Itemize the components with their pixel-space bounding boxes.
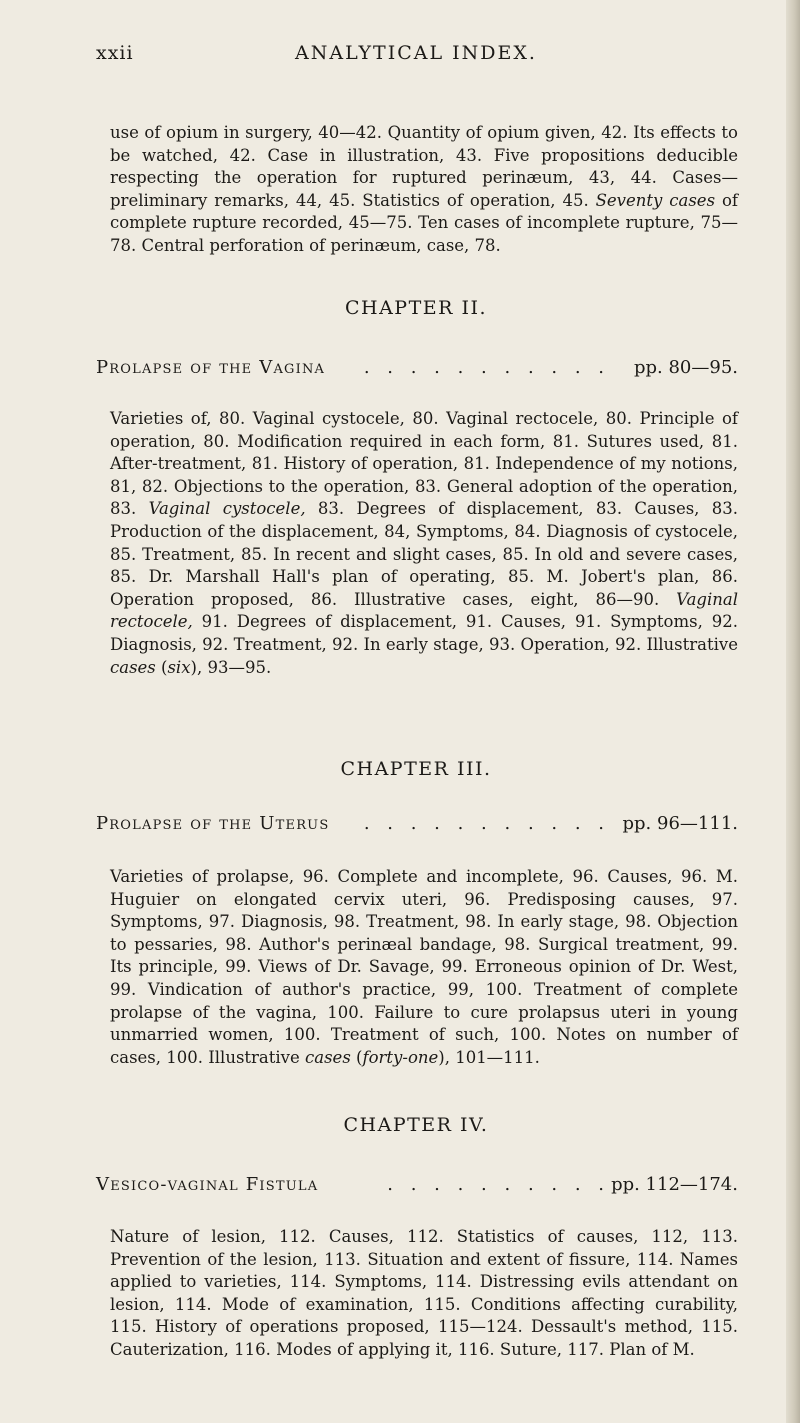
chapter-4-section-row: [96, 1174, 738, 1200]
italic-run: Vaginal cystocele,: [148, 499, 306, 519]
chapter-2-page-range: pp. 80—95.: [633, 357, 738, 378]
chapter-2-section-title: Prolapse of the Vagina: [96, 357, 326, 378]
chapter-4-page-range: pp. 112—174.: [611, 1174, 738, 1195]
chapter-3-summary: [110, 866, 738, 1069]
text-run: of complete rupture recorded, 45—75. Ten cases of incomplete rupture, 75—78. Central perforation of perinæum, case, 78.: [110, 190, 738, 255]
text-run: use of opium in surgery, 40—42. Quantity of opium given, 42. Its effects to be watched, 42. Case in illustration, 43. Five propositions deducible respecting the operation for ruptured perinæum, 43, 44. Cases—preliminary remarks, 44, 45. Statistics of operation, 45.: [110, 123, 738, 210]
italic-run: cases: [110, 657, 156, 677]
text-run: ), 93—95.: [190, 657, 272, 677]
running-head: [96, 42, 736, 68]
text-run: (: [350, 1047, 363, 1067]
page-number: xxii: [96, 42, 134, 64]
text-run: 83. Degrees of displacement, 83. Causes, 83. Production of the displacement, 84, Symptoms, 84. Diagnosis of cystocele, 85. Treatment, 85. In recent and slight cases, 85. In old and severe cases, 85. Dr. Marshall Hall's plan of operating, 85. M. Jobert's plan, 86. Operation proposed, 86. Illustrative cases, eight, 86—90.: [110, 499, 738, 609]
chapter-2-summary: [110, 408, 738, 679]
chapter-3-heading: CHAPTER III.: [340, 758, 492, 780]
text-run: (: [155, 657, 168, 677]
text-run: 91. Degrees of displacement, 91. Causes, 91. Symptoms, 92. Diagnosis, 92. Treatment, 92. In early stage, 93. Operation, 92. Illustrative: [110, 612, 738, 654]
italic-run: six: [167, 657, 191, 677]
chapter-2-section-row: [96, 357, 738, 383]
leader-dots: . . . . . . . . . . .: [363, 813, 610, 834]
italic-run: Seventy cases: [595, 190, 716, 210]
chapter-3-section-title: Prolapse of the Uterus: [96, 813, 330, 834]
chapter-3-section-row: [96, 813, 738, 839]
italic-run: forty-one: [362, 1047, 439, 1067]
italic-run: cases: [305, 1047, 351, 1067]
intro-paragraph: [110, 122, 738, 258]
chapter-4-section-title: Vesico-vaginal Fistula: [96, 1174, 319, 1195]
text-run: Varieties of prolapse, 96. Complete and incomplete, 96. Causes, 96. M. Huguier on elongated cervix uteri, 96. Predisposing causes, 97. Symptoms, 97. Diagnosis, 98. Treatment, 98. In early stage, 98. Objection to pessaries, 98. Author's perinæal bandage, 98. Surgical treatment, 99. Its principle, 99. Views of Dr. Savage, 99. Erroneous opinion of Dr. West, 99. Vindication of author's practice, 99, 100. Treatment of complete prolapse of the vagina, 100. Failure to cure prolapsus uteri in young unmarried women, 100. Treatment of such, 100. Notes on number of cases, 100. Illustrative: [110, 867, 738, 1067]
chapter-4-summary: [110, 1226, 738, 1362]
chapter-4-heading: CHAPTER IV.: [343, 1114, 489, 1136]
leader-dots: . . . . . . . . . . .: [363, 357, 610, 378]
text-run: Varieties of, 80. Vaginal cystocele, 80. Vaginal rectocele, 80. Principle of operation, 80. Modification required in each form, 81. Sutures used, 81. After-treatment, 81. History of operation, 81. Independence of my notions, 81, 82. Objections to the operation, 83. General adoption of the operation, 83.: [110, 409, 738, 519]
page-header-title: ANALYTICAL INDEX.: [295, 42, 537, 64]
page-edge-shadow: [786, 0, 800, 1423]
chapter-3-page-range: pp. 96—111.: [622, 813, 738, 834]
text-run: Nature of lesion, 112. Causes, 112. Statistics of causes, 112, 113. Prevention of the lesion, 113. Situation and extent of fissure, 114. Names applied to varieties, 114. Symptoms, 114. Distressing evils attendant on lesion, 114. Mode of examination, 115. Conditions affecting curability, 115. History of operations proposed, 115—124. Dessault's method, 115. Cauterization, 116. Modes of applying it, 116. Suture, 117. Plan of M.: [110, 1227, 738, 1359]
text-run: ), 101—111.: [438, 1047, 540, 1067]
chapter-2-heading: CHAPTER II.: [344, 297, 488, 319]
leader-dots: . . . . . . . . . .: [387, 1174, 610, 1195]
italic-run: Vaginal rectocele,: [110, 589, 738, 632]
